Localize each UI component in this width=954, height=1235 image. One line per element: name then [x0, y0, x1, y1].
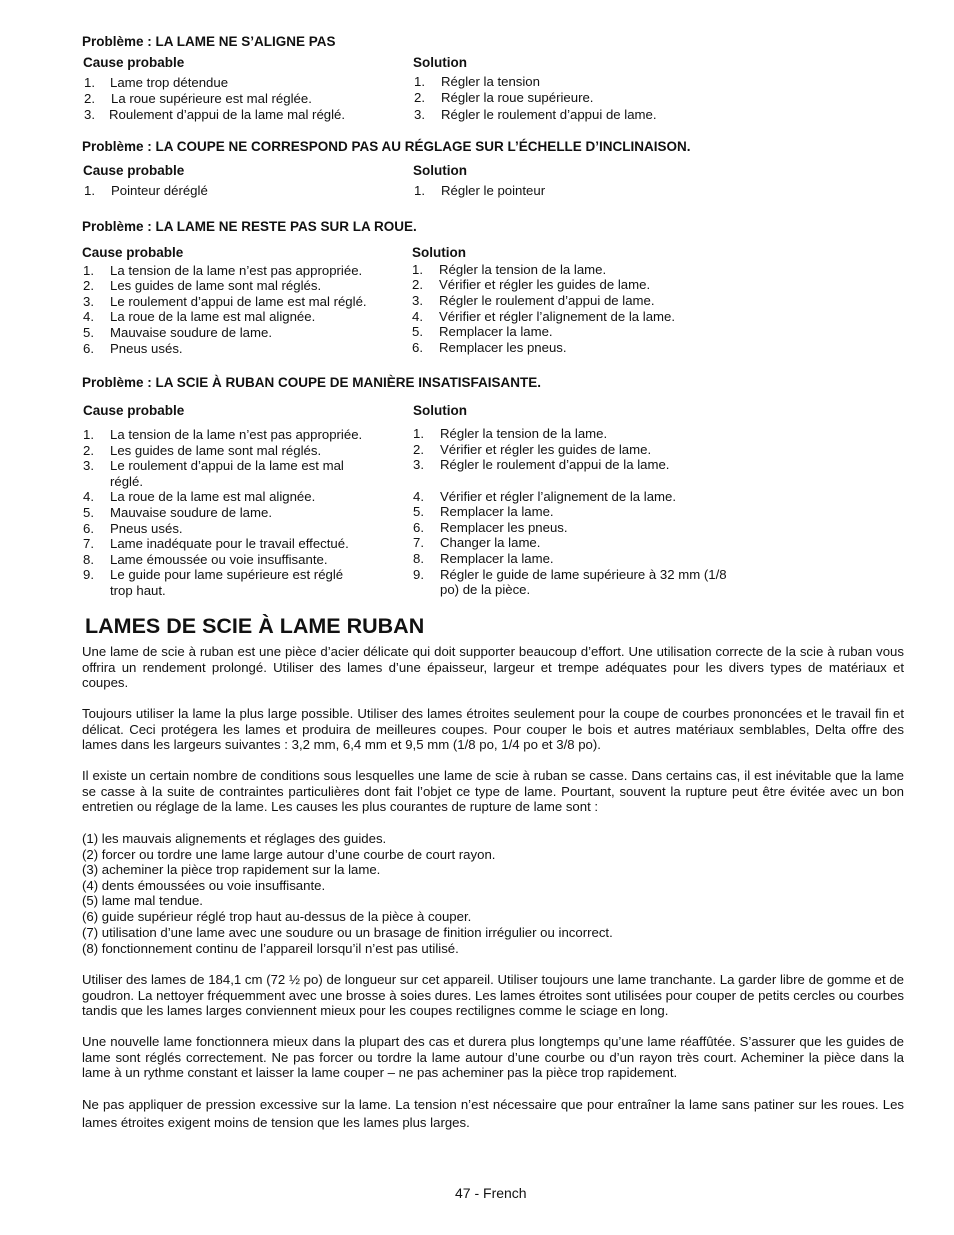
- breakage-cause: (4) dents émoussées ou voie insuffisante.: [82, 878, 326, 893]
- breakage-cause: (8) fonctionnement continu de l’appareil lorsqu’il n’est pas utilisé.: [82, 941, 459, 956]
- solution-item-continuation: po) de la pièce.: [440, 582, 531, 597]
- paragraph: Utiliser des lames de 184,1 cm (72 ½ po) de longueur sur cet appareil. Utiliser toujours une lame tranchante. La garder libre de gomme et de goudron. La nettoyer fréquemment avec une brosse à soies dures. Les lames étroites sont utilisées pour couper de petits cercles ou courbes tandis que les lames larges conviennent mieux pour les coupes rectilignes comme le sciage en long.: [82, 972, 904, 1019]
- breakage-cause: (3) acheminer la pièce trop rapidement sur la lame.: [82, 862, 381, 877]
- solution-header: Solution: [413, 163, 467, 178]
- paragraph: Une lame de scie à ruban est une pièce d’acier délicate qui doit supporter beaucoup d’effort. Une utilisation correcte de la scie à ruban vous offrira un rendement prolongé. Utiliser des lames d’une épaisseur, largeur et trempe adéquates pour les divers types de matériaux et coupes.: [82, 644, 904, 691]
- cause-header: Cause probable: [83, 163, 185, 178]
- breakage-cause: (6) guide supérieur réglé trop haut au-dessus de la pièce à couper.: [82, 909, 472, 924]
- cause-item-continuation: trop haut.: [110, 583, 166, 598]
- breakage-cause: (7) utilisation d’une lame avec une soudure ou un brasage de finition irrégulier ou incorrect.: [82, 925, 613, 940]
- problem-title: Problème : LA LAME NE RESTE PAS SUR LA ROUE.: [82, 219, 417, 234]
- breakage-cause: (2) forcer ou tordre une lame large autour d’une courbe de court rayon.: [82, 847, 496, 862]
- breakage-cause: (1) les mauvais alignements et réglages des guides.: [82, 831, 387, 846]
- section-heading: LAMES DE SCIE À LAME RUBAN: [85, 614, 425, 638]
- cause-header: Cause probable: [82, 245, 184, 260]
- cause-item-continuation: réglé.: [110, 474, 143, 489]
- manual-page: Problème : LA LAME NE S’ALIGNE PAS Cause probable Solution 1. Lame trop détendue 2. La roue supérieure est mal réglée. 3. Roulement d’appui de la lame mal réglé. 1. Régler la tension 2. Régler la roue supérieure. 3. Régler le roulement d’appui de lame. Problème : LA COUPE NE CORRESPOND PAS AU RÉGLAGE SUR L’ÉCHELLE D’INCLINAISON. Cause probable Solution 1. Pointeur déréglé 1. Régler le pointeur Problème : LA LAME NE RESTE PAS SUR LA ROUE. Cause probable Solution 1. La tension de la lame n’est pas appropriée. 2. Les guides de lame sont mal réglés. 3. Le roulement d’appui de lame est mal réglé. 4. La roue de la lame est mal alignée. 5. Mauvaise soudure de lame. 6. Pneus usés. 1. Régler la tension de la lame. 2. Vérifier et régler les guides de lame. 3. Régler le roulement d’appui de lame. 4. Vérifier et régler l’alignement de la lame. 5. Remplacer la lame. 6. Remplacer les pneus. Problème : LA SCIE À RUBAN COUPE DE MANIÈRE INSATISFAISANTE. Cause probable Solution 1. La tension de la lame n’est pas appropriée. 2. Les guides de lame sont mal réglés. 3. Le roulement d’appui de la lame est mal réglé. 4. La roue de la lame est mal alignée. 5. Mauvaise soudure de lame. 6. Pneus usés. 7. Lame inadéquate pour le travail effectué. 8. Lame émoussée ou voie insuffisante. 9. Le guide pour lame supérieure est réglé trop haut. 1. Régler la tension de la lame. 2. Vérifier et régler les guides de lame. 3. Régler le roulement d’appui de la lame. 4. Vérifier et régler l’alignement de la lame. 5. Remplacer la lame. 6. Remplacer les pneus. 7. Changer la lame. 8. Remplacer la lame. 9. Régler le guide de lame supérieure à 32 mm (1/8 po) de la pièce. LAMES DE SCIE À LAME RUBAN Une lame de scie à ruban est une pièce d’acier délicate qui doit supporter beaucoup d’effort. Une utilisation correcte de la scie à ruban vous offrira un rendement prolongé. Utiliser des lames d’une épaisseur, largeur et trempe adéquates pour les divers types de matériaux et coupes. Toujours utiliser la lame la plus large possible. Utiliser des lames étroites seulement pour la coupe de courbes prononcées et le travail fin et délicat. Ceci protégera les lames et produira de meilleures coupes. Pour couper le bois et autres matériaux semblables, Delta offre des lames dans les largeurs suivantes : 3,2 mm, 6,4 mm et 9,5 mm (1/8 po, 1/4 po et 3/8 po). Il existe un certain nombre de conditions sous lesquelles une lame de scie à ruban se casse. Dans certains cas, il est inévitable que la lame se casse à la suite de contraintes particulières dont fait l’objet ce type de lame. Pourtant, souvent la rupture peut être évitée avec un bon entretien ou réglage de la lame. Les causes les plus courantes de rupture de lame sont : (1) les mauvais alignements et réglages des guides. (2) forcer ou tordre une lame large autour d’une courbe de court rayon. (3) acheminer la pièce trop rapidement sur la lame. (4) dents émoussées ou voie insuffisante. (5) lame mal tendue. (6) guide supérieur réglé trop haut au-dessus de la pièce à couper. (7) utilisation d’une lame avec une soudure ou un brasage de finition irrégulier ou incorrect. (8) fonctionnement continu de l’appareil lorsqu’il n’est pas utilisé. Utiliser des lames de 184,1 cm (72 ½ po) de longueur sur cet appareil. Utiliser toujours une lame tranchante. La garder libre de gomme et de goudron. La nettoyer fréquemment avec une brosse à soies dures. Les lames étroites sont utilisées pour couper de petits cercles ou courbes tandis que les lames larges conviennent mieux pour les coupes rectilignes comme le sciage en long. Une nouvelle lame fonctionnera mieux dans la plupart des cas et durera plus longtemps qu’une lame réaffûtée. S’assurer que les guides de lame sont réglés correctement. Ne pas forcer ou tordre la lame autour d’une courbe ou d’un rayon très court. Acheminer la pièce dans la lame à un rythme constant et laisser la lame couper – ne pas acheminer pas la pièce trop rapidement. Ne pas appliquer de pression excessive sur la lame. La tension n’est nécessaire que pour entraîner la lame sans patiner sur les roues. Les lames étroites exigent moins de tension que les lames plus larges. 47 - French: [82, 34, 904, 1201]
- page-footer: 47 - French: [455, 1185, 527, 1201]
- paragraph: Il existe un certain nombre de conditions sous lesquelles une lame de scie à ruban se casse. Dans certains cas, il est inévitable que la lame se casse à la suite de contraintes particulières dont fait l’objet ce type de lame. Pourtant, souvent la rupture peut être évitée avec un bon entretien ou réglage de la lame. Les causes les plus courantes de rupture de lame sont :: [82, 768, 904, 815]
- problem-title: Problème : LA COUPE NE CORRESPOND PAS AU RÉGLAGE SUR L’ÉCHELLE D’INCLINAISON.: [82, 139, 691, 154]
- solution-header: Solution: [413, 403, 467, 418]
- paragraph: Une nouvelle lame fonctionnera mieux dans la plupart des cas et durera plus longtemps qu’une lame réaffûtée. S’assurer que les guides de lame sont réglés correctement. Ne pas forcer ou tordre la lame autour d’une courbe ou d’un rayon très court. Acheminer la pièce dans la lame à un rythme constant et laisser la lame couper – ne pas acheminer pas la pièce trop rapidement.: [82, 1034, 904, 1081]
- paragraph: Toujours utiliser la lame la plus large possible. Utiliser des lames étroites seulement pour la coupe de courbes prononcées et le travail fin et délicat. Ceci protégera les lames et produira de meilleures coupes. Pour couper le bois et autres matériaux semblables, Delta offre des lames dans les largeurs suivantes : 3,2 mm, 6,4 mm et 9,5 mm (1/8 po, 1/4 po et 3/8 po).: [82, 706, 904, 753]
- problem-title: Problème : LA LAME NE S’ALIGNE PAS: [82, 34, 336, 49]
- cause-header: Cause probable: [83, 55, 185, 70]
- cause-header: Cause probable: [83, 403, 185, 418]
- solution-header: Solution: [412, 245, 466, 260]
- solution-header: Solution: [413, 55, 467, 70]
- paragraph: Ne pas appliquer de pression excessive sur la lame. La tension n’est nécessaire que pour entraîner la lame sans patiner sur les roues. Les lames étroites exigent moins de tension que les lames plus larges.: [82, 1097, 904, 1130]
- breakage-cause: (5) lame mal tendue.: [82, 893, 203, 908]
- problem-title: Problème : LA SCIE À RUBAN COUPE DE MANIÈRE INSATISFAISANTE.: [82, 375, 542, 390]
